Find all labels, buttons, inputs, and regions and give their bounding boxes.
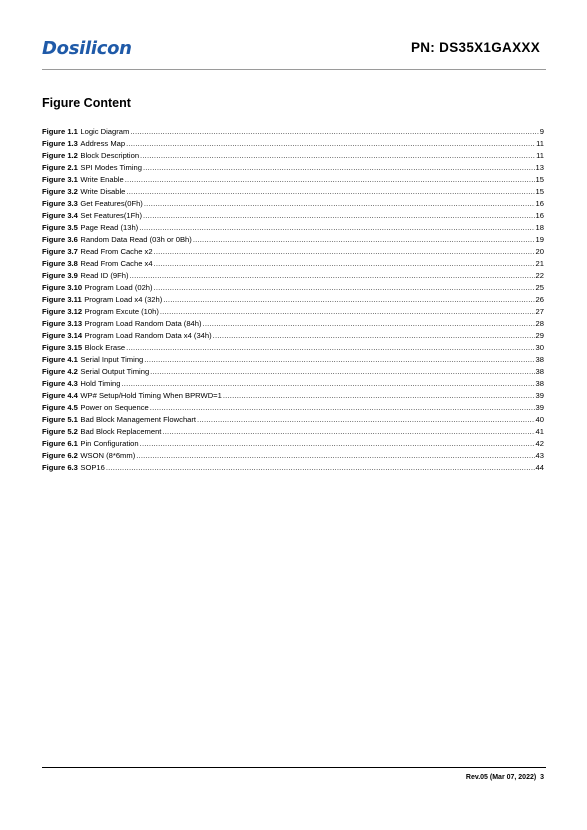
figure-page-number: 15 (535, 175, 544, 184)
figure-page-number: 9 (539, 127, 544, 136)
toc-entry[interactable] (42, 330, 544, 342)
figure-number: Figure 3.10 (42, 283, 83, 292)
dot-leader (143, 162, 535, 174)
toc-entry[interactable] (42, 438, 544, 450)
figure-page-number: 16 (535, 211, 544, 220)
dot-leader (154, 246, 535, 258)
figure-page-number: 44 (535, 463, 544, 472)
figure-title: Pin Configuration (80, 439, 139, 448)
figure-number: Figure 3.1 (42, 175, 78, 184)
toc-entry[interactable] (42, 378, 544, 390)
figure-number: Figure 4.3 (42, 379, 78, 388)
figure-title: Random Data Read (03h or 0Bh) (80, 235, 192, 244)
toc-entry[interactable] (42, 342, 544, 354)
figure-number: Figure 6.1 (42, 439, 78, 448)
revision-label: Rev.05 (Mar 07, 2022) (465, 774, 537, 781)
figure-page-number: 22 (535, 271, 544, 280)
figure-title: Read From Cache x2 (80, 247, 153, 256)
figure-title: SOP16 (80, 463, 105, 472)
figure-number: Figure 3.11 (42, 295, 82, 304)
figure-title: Program Load x4 (32h) (84, 295, 163, 304)
figure-number: Figure 3.12 (42, 307, 83, 316)
figure-title: Logic Diagram (80, 127, 130, 136)
figure-number: Figure 1.3 (42, 139, 78, 148)
figure-title: Read From Cache x4 (80, 259, 153, 268)
dot-leader (126, 186, 534, 198)
dot-leader (203, 318, 535, 330)
toc-entry[interactable] (42, 174, 544, 186)
toc-entry[interactable] (42, 210, 544, 222)
dot-leader (130, 270, 535, 282)
part-number: PN: DS35X1GAXXX (410, 40, 540, 55)
toc-entry[interactable] (42, 402, 544, 414)
figure-page-number: 29 (535, 331, 544, 340)
figure-number: Figure 3.5 (42, 223, 78, 232)
figure-page-number: 39 (535, 403, 544, 412)
toc-entry[interactable] (42, 126, 544, 138)
figure-number: Figure 6.3 (42, 463, 78, 472)
dot-leader (213, 330, 535, 342)
toc-entry[interactable] (42, 294, 544, 306)
figure-page-number: 41 (535, 427, 544, 436)
header-divider (42, 69, 546, 70)
dot-leader (193, 234, 535, 246)
figure-page-number: 15 (535, 187, 544, 196)
figure-title: Get Features(0Fh) (80, 199, 143, 208)
dot-leader (126, 342, 534, 354)
figure-number: Figure 5.1 (42, 415, 78, 424)
toc-entry[interactable] (42, 270, 544, 282)
figure-number: Figure 3.6 (42, 235, 78, 244)
figure-page-number: 25 (535, 283, 544, 292)
dot-leader (197, 414, 535, 426)
figure-title: Power on Sequence (80, 403, 149, 412)
figure-number: Figure 5.2 (42, 427, 78, 436)
figure-title: Program Load (02h) (84, 283, 153, 292)
page-footer (466, 774, 544, 781)
dot-leader (143, 210, 535, 222)
dot-leader (150, 366, 534, 378)
dot-leader (144, 354, 534, 366)
figure-number: Figure 1.1 (42, 127, 78, 136)
toc-entry[interactable] (42, 258, 544, 270)
figure-page-number: 16 (535, 199, 544, 208)
figure-title: Hold Timing (80, 379, 121, 388)
figure-number: Figure 3.2 (42, 187, 78, 196)
figure-title: SPI Modes Timing (80, 163, 142, 172)
figure-page-number: 39 (535, 391, 544, 400)
figure-page-number: 11 (536, 151, 544, 160)
section-title: Figure Content (42, 96, 131, 110)
figure-title: Set Features(1Fh) (80, 211, 142, 220)
figure-page-number: 26 (535, 295, 544, 304)
toc-entry[interactable] (42, 318, 544, 330)
figure-number: Figure 3.4 (42, 211, 78, 220)
dot-leader (139, 222, 534, 234)
toc-entry[interactable] (42, 198, 544, 210)
toc-entry[interactable] (42, 138, 544, 150)
footer-divider (42, 767, 546, 768)
dot-leader (136, 450, 534, 462)
toc-entry[interactable] (42, 306, 544, 318)
dot-leader (125, 174, 535, 186)
figure-title: Program Load Random Data (84h) (84, 319, 202, 328)
dot-leader (162, 426, 534, 438)
figure-number: Figure 3.8 (42, 259, 78, 268)
figure-number: Figure 2.1 (42, 163, 78, 172)
figure-page-number: 38 (535, 367, 544, 376)
figure-number: Figure 4.4 (42, 391, 78, 400)
figure-title: Serial Output Timing (80, 367, 150, 376)
toc-entry[interactable] (42, 162, 544, 174)
dot-leader (160, 306, 535, 318)
figure-title: Program Excute (10h) (84, 307, 159, 316)
figure-page-number: 11 (536, 139, 544, 148)
figure-title: Address Map (80, 139, 126, 148)
dot-leader (130, 126, 538, 138)
figure-page-number: 42 (535, 439, 544, 448)
figure-page-number: 19 (535, 235, 544, 244)
company-logo: Dosilicon (42, 38, 132, 59)
figure-page-number: 43 (535, 451, 544, 460)
page-header (42, 36, 546, 66)
figure-page-number: 20 (535, 247, 544, 256)
figure-title: Block Description (80, 151, 140, 160)
figure-title: WSON (8*6mm) (80, 451, 136, 460)
toc-entry[interactable] (42, 246, 544, 258)
figure-title: Block Erase (84, 343, 126, 352)
figure-page-number: 30 (535, 343, 544, 352)
page-number: 3 (540, 774, 544, 781)
figure-number: Figure 4.5 (42, 403, 78, 412)
dot-leader (121, 378, 534, 390)
toc-entry[interactable] (42, 462, 544, 474)
figure-title: Bad Block Replacement (80, 427, 162, 436)
figure-title: Page Read (13h) (80, 223, 139, 232)
figure-title: Write Disable (80, 187, 126, 196)
dot-leader (163, 294, 534, 306)
figure-page-number: 13 (535, 163, 544, 172)
figure-page-number: 40 (535, 415, 544, 424)
toc-entry[interactable] (42, 222, 544, 234)
figure-number: Figure 3.15 (42, 343, 83, 352)
figure-number: Figure 3.7 (42, 247, 78, 256)
toc-entry[interactable] (42, 234, 544, 246)
toc-entry[interactable] (42, 450, 544, 462)
figure-number: Figure 3.3 (42, 199, 78, 208)
figure-number: Figure 4.1 (42, 355, 78, 364)
figure-number: Figure 3.13 (42, 319, 83, 328)
figure-title: Read ID (9Fh) (80, 271, 129, 280)
dot-leader (126, 138, 535, 150)
figure-page-number: 21 (535, 259, 544, 268)
figure-page-number: 38 (535, 379, 544, 388)
toc-entry[interactable] (42, 366, 544, 378)
figure-title: WP# Setup/Hold Timing When BPRWD=1 (80, 391, 222, 400)
toc-entry[interactable] (42, 150, 544, 162)
dot-leader (150, 402, 535, 414)
figure-title: Bad Block Management Flowchart (80, 415, 197, 424)
dot-leader (144, 198, 535, 210)
toc-entry[interactable] (42, 414, 544, 426)
figure-page-number: 28 (535, 319, 544, 328)
dot-leader (154, 258, 535, 270)
figure-title: Program Load Random Data x4 (34h) (84, 331, 212, 340)
dot-leader (154, 282, 535, 294)
figure-page-number: 27 (535, 307, 544, 316)
toc-entry[interactable] (42, 186, 544, 198)
toc-entry[interactable] (42, 282, 544, 294)
figure-number: Figure 6.2 (42, 451, 78, 460)
toc-entry[interactable] (42, 426, 544, 438)
figure-number: Figure 3.9 (42, 271, 78, 280)
figure-list (42, 126, 544, 474)
figure-number: Figure 4.2 (42, 367, 78, 376)
dot-leader (140, 150, 535, 162)
figure-page-number: 38 (535, 355, 544, 364)
dot-leader (140, 438, 535, 450)
toc-entry[interactable] (42, 390, 544, 402)
figure-number: Figure 3.14 (42, 331, 83, 340)
figure-number: Figure 1.2 (42, 151, 78, 160)
dot-leader (223, 390, 535, 402)
figure-page-number: 18 (535, 223, 544, 232)
dot-leader (106, 462, 535, 474)
figure-title: Serial Input Timing (80, 355, 144, 364)
toc-entry[interactable] (42, 354, 544, 366)
figure-title: Write Enable (80, 175, 124, 184)
